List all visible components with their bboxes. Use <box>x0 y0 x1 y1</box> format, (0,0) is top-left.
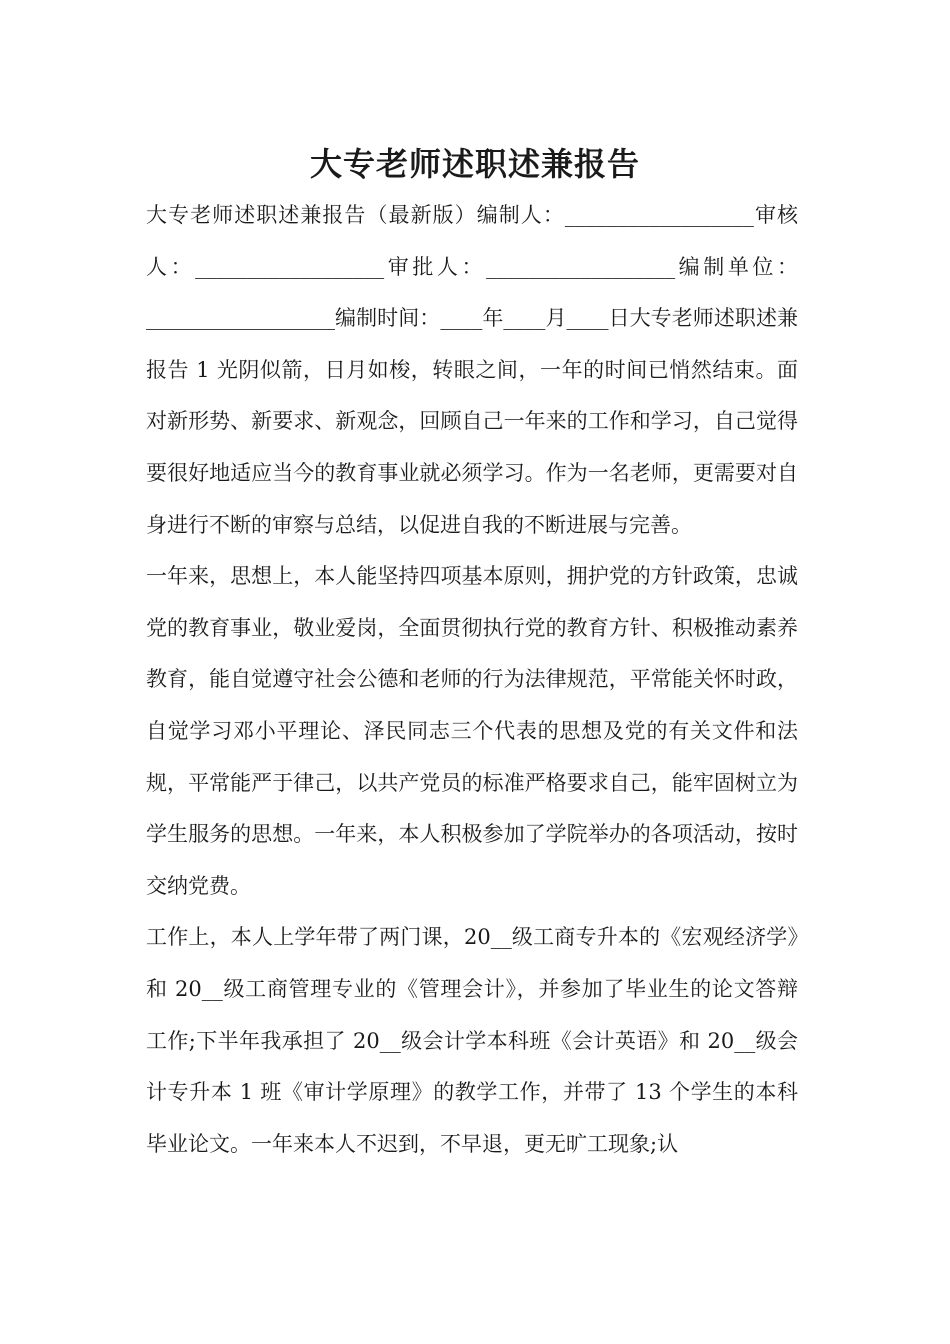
paragraph-2: 一年来，思想上，本人能坚持四项基本原则，拥护党的方针政策，忠诚党的教育事业，敬业爱岗，全面贯彻执行党的教育方针、积极推动素养教育，能自觉遵守社会公德和老师的行为法律规范，平常能关怀时政，自觉学习邓小平理论、泽民同志三个代表的思想及党的有关文件和法规，平常能严于律己，以共产党员的标准严格要求自己，能牢固树立为学生服务的思想。一年来，本人积极参加了学院举办的各项活动，按时交纳党费。 <box>146 564 798 898</box>
paragraph-3: 工作上，本人上学年带了两门课，20__级工商专升本的《宏观经济学》和 20__级工商管理专业的《管理会计》，并参加了毕业生的论文答辩工作;下半年我承担了 20__级会计学本科班《会计英语》和 20__级会计专升本 1 班《审计学原理》的教学工作，并带了 13 个学生的本科毕业论文。一年来本人不迟到，不早退，更无旷工现象;认 <box>146 925 798 1156</box>
paragraph-1: 大专老师述职述兼报告（最新版）编制人：__________________审核人：__________________审批人：__________________编制单位：__________________编制时间：____年____月____日大专老师述职述兼报告 1 光阴似箭，日月如梭，转眼之间，一年的时间已悄然结束。面对新形势、新要求、新观念，回顾自己一年来的工作和学习，自己觉得要很好地适应当今的教育事业就必须学习。作为一名老师，更需要对自身进行不断的审察与总结，以促进自我的不断进展与完善。 <box>146 203 798 537</box>
document-body <box>146 190 798 1170</box>
document-title: 大专老师述职述兼报告 <box>309 145 640 184</box>
